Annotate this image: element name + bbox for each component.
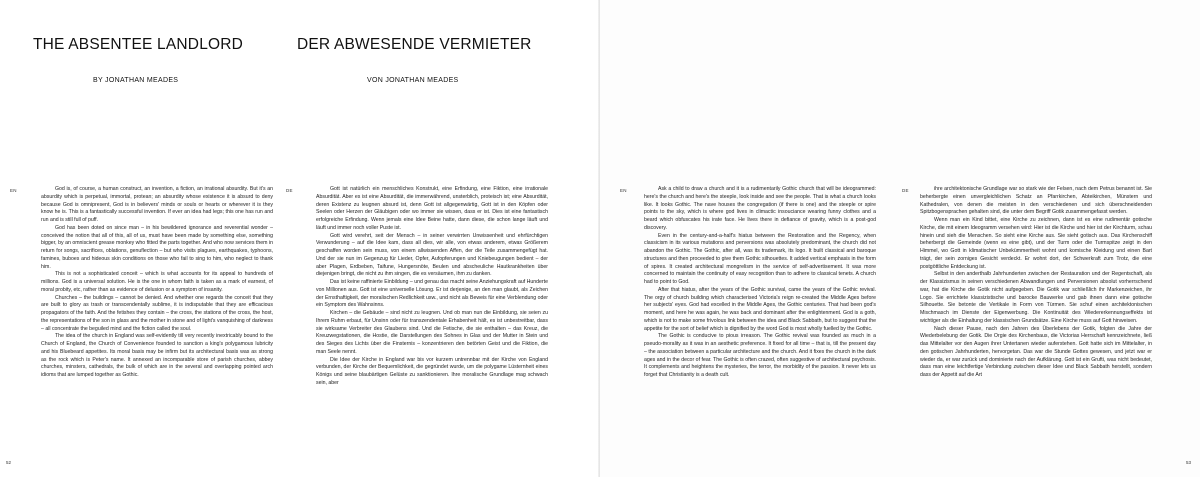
paragraph: Gott ist natürlich ein menschliches Konstrukt, eine Erfindung, eine Fiktion, eine irrationale Absurdität. Aber es ist eine Absurdität, die immerwährend, unsterblich, proteisch ist; eine Absurdität, deren Existenz zu leugnen absurd ist, denn Gott ist allgegenwärtig, Gott ist in den Köpfen oder Seelen oder Herzen der Gläubigen oder wo immer sie wissen, dass er ist. Dies ist eine fantastisch erfolgreiche Erfindung. Wenn jemals eine Idee Beine hatte, dann diese, die schon lange läuft und läuft und immer noch voller Puste ist. (316, 186, 548, 231)
lang-label-de: DE (286, 188, 293, 193)
paragraph: Nach dieser Pause, nach den Jahren des Überlebens der Gotik, folgten die Jahre der Wiederbelebung der Gotik. Die Orgie des Kirchenbaus, die Victorias Herrschaft kennzeichnete, ließ das Mittelalter vor den Augen ihrer Untertanen wieder auferstehen. Gott hatte sich im Mittelalter, in den gotischen Jahrhunderten, hervorgetan. Das war die Stunde Gottes gewesen, und jetzt war er wieder da, er war zurück und dominierte nach der Aufklärung. Gott ist ein Grufti, was nicht bedeutet, dass man eine leichtfertige Verbindung zwischen dieser Idee und Black Sabbath herstellt, sondern dass der Appetit auf die Art (920, 325, 1152, 378)
lang-label-de: DE (902, 188, 909, 193)
right-page (600, 0, 1200, 477)
paragraph: God is, of course, a human construct, an invention, a fiction, an irrational absurdity. But it's an absurdity which is perpetual, immortal, protean; an absurdity whose existence it is absurd to deny because God is omnipresent, God is in believers' minds or souls or hearts or wherever it is they know he is. This is a fantastically successful invention. If ever an idea had legs; this one has run and run and is still full of puff. (41, 186, 273, 223)
paragraph: The Gothic is conducive to pious irreason. The Gothic revival was founded as much in a pseudo-morality as it was in an aesthetic preference. It fixed for all time – that is, till the present day – the association between a particular architecture and the church. And it fixes the church in the dark ages and in the decor of fear. The Gothic is often crazed, often suggestive of architectural psychosis. It complements and heightens the mysteries, the terror, the morbidity of the passion. It never lets us forget that Christianity is a death cult. (644, 333, 876, 378)
text-column-de (920, 186, 1152, 448)
title-en: THE ABSENTEE LANDLORD (33, 36, 244, 53)
lang-label-en: EN (620, 188, 627, 193)
paragraph: Das ist keine raffinierte Einbildung – und genau das macht seine Anziehungskraft auf Hunderte von Millionen aus. Gott ist eine universelle Lösung. Er ist derjenige, an den man glaubt, als Zeichen der Ernsthaftigkeit, der moralischen Redlichkeit usw., und nicht als Beweis für eine Verblendung oder ein Symptom des Wahnsinns. (316, 279, 548, 309)
paragraph: Ask a child to draw a church and it is a rudimentarily Gothic church that will be ideogrammed: here's the church and here's the steeple, look inside and see the people. That is what a church looks like. It looks Gothic. The nave houses the congregation (if there is one) and the steeple or spire points to the sky, which is where god lives in climactic insouciance wearing funny clothes and a beard which obfuscates his irate face. He lives there in defiance of gravity, which is a post-god discovery. (644, 186, 876, 231)
byline-en: BY JONATHAN MEADES (93, 77, 179, 84)
text-column-de (316, 186, 548, 448)
paragraph: Churches – the buildings – cannot be denied. And whether one regards the conceit that they are built to glory as trash or transcendentally sublime, it is indisputable that they are efficacious propagators of the faith. And the fetishes they contain – the cross, the stations of the cross, the host, the representations of the son in glass and the mother in stone and of light's vanquishing of darkness – all concentrate the beguiled mind and the fiction called the soul. (41, 294, 273, 332)
page-number-left: 52 (6, 460, 12, 465)
lang-label-en: EN (10, 188, 17, 193)
paragraph: Wenn man ein Kind bittet, eine Kirche zu zeichnen, dann ist es eine rudimentär gotische Kirche, die mit einem Ideogramm versehen wird: Hier ist die Kirche und hier ist der Kirchturm, schau hinein und sieh die Menschen. So sieht eine Kirche aus. Sie sieht gotisch aus. Das Kirchenschiff beherbergt die Gemeinde (wenn es eine gibt), und der Turm oder die Turmspitze zeigt in den Himmel, wo Gott in klimatischer Unbekümmertheit wohnt und komische Kleidung und einen Bart trägt, der sein zorniges Gesicht verdeckt. Er wohnt dort, der Schwerkraft zum Trotz, die eine postgöttliche Entdeckung ist. (920, 217, 1152, 270)
paragraph: Die Idee der Kirche in England war bis vor kurzem untrennbar mit der Kirche von England verbunden, der Kirche der Bequemlichkeit, die gegründet wurde, um die polygame Lüsternheit eines Königs und seine blaubärtigen Gelüste zu sanktionieren. Ihre moralische Grundlage mag schwach sein, aber (316, 356, 548, 386)
text-column-en (644, 186, 876, 448)
paragraph: God has been doted on since man – in his bewildered ignorance and reverential wonder – conceived the notion that all of this, all of us, must have been made by something else, something bigger, by an omniscient grease monkey who fitted the parts together. And who now services them in return for songs, sacrifices, oblations, genuflection – but who visits plagues, earthquakes, typhoons, famines, buboes and hideous skin conditions on those who fail to sing to him, who neglect to thank him. (41, 224, 273, 270)
paragraph: Gott wird verehrt, seit der Mensch – in seiner verwirrten Unwissenheit und ehrfürchtigen Verwunderung – auf die Idee kam, dass all dies, wir alle, von etwas anderem, etwas Größerem geschaffen worden sein muss, von einem allwissenden Affen, der die Teile zusammengefügt hat. Und der sie nun im Gegenzug für Lieder, Opfer, Aufopferungen und Kniebeugungen bedient – der aber Plagen, Erdbeben, Taifune, Hungersnöte, Beulen und abscheuliche Hautkrankheiten über diejenigen bringt, die nicht zu ihm singen, die es versäumen, ihm zu danken. (316, 232, 548, 278)
paragraph: Kirchen – die Gebäude – sind nicht zu leugnen. Und ob man nun die Einbildung, sie seien zu Ihrem Ruhm erbaut, für Unsinn oder für transzendentale Erhabenheit hält, es ist unbestreitbar, dass sie wirksame Verbreiter des Glaubens sind. Und die Fetische, die sie enthalten – das Kreuz, die Kreuzwegstationen, die Hostie, die Darstellungen des Sohnes in Glas und der Mutter in Stein und des Sieges des Lichts über die Finsternis – konzentrieren den betörten Geist und die Fiktion, die man Seele nennt. (316, 310, 548, 355)
byline-de: VON JONATHAN MEADES (367, 77, 459, 84)
paragraph: ihre architektonische Grundlage war so stark wie der Felsen, nach dem Petrus benannt ist. Sie beherbergte einen unvergleichlichen Schatz an Pfarrkirchen, Abteikirchen, Münstern und Kathedralen, von denen die meisten in den verschiedenen und sich überschneidenden Spitzbogensprachen gehalten sind, die unter dem Begriff Gotik zusammengefasst werden. (920, 186, 1152, 216)
paragraph: After that hiatus, after the years of the Gothic survival, came the years of the Gothic revival. The orgy of church building which characterised Victoria's reign re-created the Middle Ages before her subjects' eyes. God had excelled in the Middle Ages, the Gothic centuries. That had been god's moment, and here he was again, he was back and dominant after the enlightenment. God is a goth, which is not to make some frivolous link between the idea and Black Sabbath, but to suggest that the appetite for the sort of belief which is dignified by the word God is most wholly fuelled by the Gothic. (644, 286, 876, 332)
title-de: DER ABWESENDE VERMIETER (297, 36, 532, 53)
paragraph: This is not a sophisticated conceit – which is what accounts for its appeal to hundreds of millions. God is a universal solution. He is the one in whom faith is taken as a mark of earnest, of moral probity, etc, rather than as evidence of delusion or a symptom of insanity. (41, 271, 273, 293)
text-column-en (41, 186, 273, 448)
paragraph: Even in the century-and-a-half's hiatus between the Restoration and the Regency, when classicism in its various mutations and perversions was absolutely predominant, the church did not abandon the Gothic. The Gothic, after all, was its trademark, its logo. It built classical and baroque structures and then proceeded to give them Gothic silhouettes. It added vertical emphasis in the form of spires. It created architectural mongrelism in the service of self-advertisement. It was more concerned to maintain the continuity of easy recognition than to adhere to classical tenets. A church had to point to God. (644, 232, 876, 285)
paragraph: Selbst in den anderthalb Jahrhunderten zwischen der Restauration und der Regentschaft, als der Klassizismus in seinen verschiedenen Abwandlungen und Perversionen absolut vorherrschend war, hat die Kirche die Gotik nicht aufgegeben. Die Gotik war schließlich ihr Markenzeichen, ihr Logo. Sie errichtete klassizistische und barocke Bauwerke und gab ihnen dann eine gotische Silhouette. Sie betonte die Vertikale in Form von Türmen. Sie schuf einen architektonischen Mischmasch im Dienste der Eigenwerbung. Die Kontinuität des Wiedererkennungseffekts ist wichtiger als die Einhaltung der klassischen Grundsätze. Eine Kirche muss auf Gott hinweisen. (920, 271, 1152, 324)
paragraph: The idea of the church in England was self-evidently till very recently inextricably bound to the Church of England, the Church of Convenience founded to sanction a king's polygamous lubricity and his Bluebeard appetites. Its moral basis may be infirm but its architectural basis was as strong as the rock which is Peter's name. It annexed an incomparable store of parish churches, abbey churches, minsters, cathedrals, the bulk of which are in the several and overlapping pointed arch idioms that are lumped together as Gothic. (41, 333, 273, 378)
page-number-right: 53 (1186, 460, 1192, 465)
